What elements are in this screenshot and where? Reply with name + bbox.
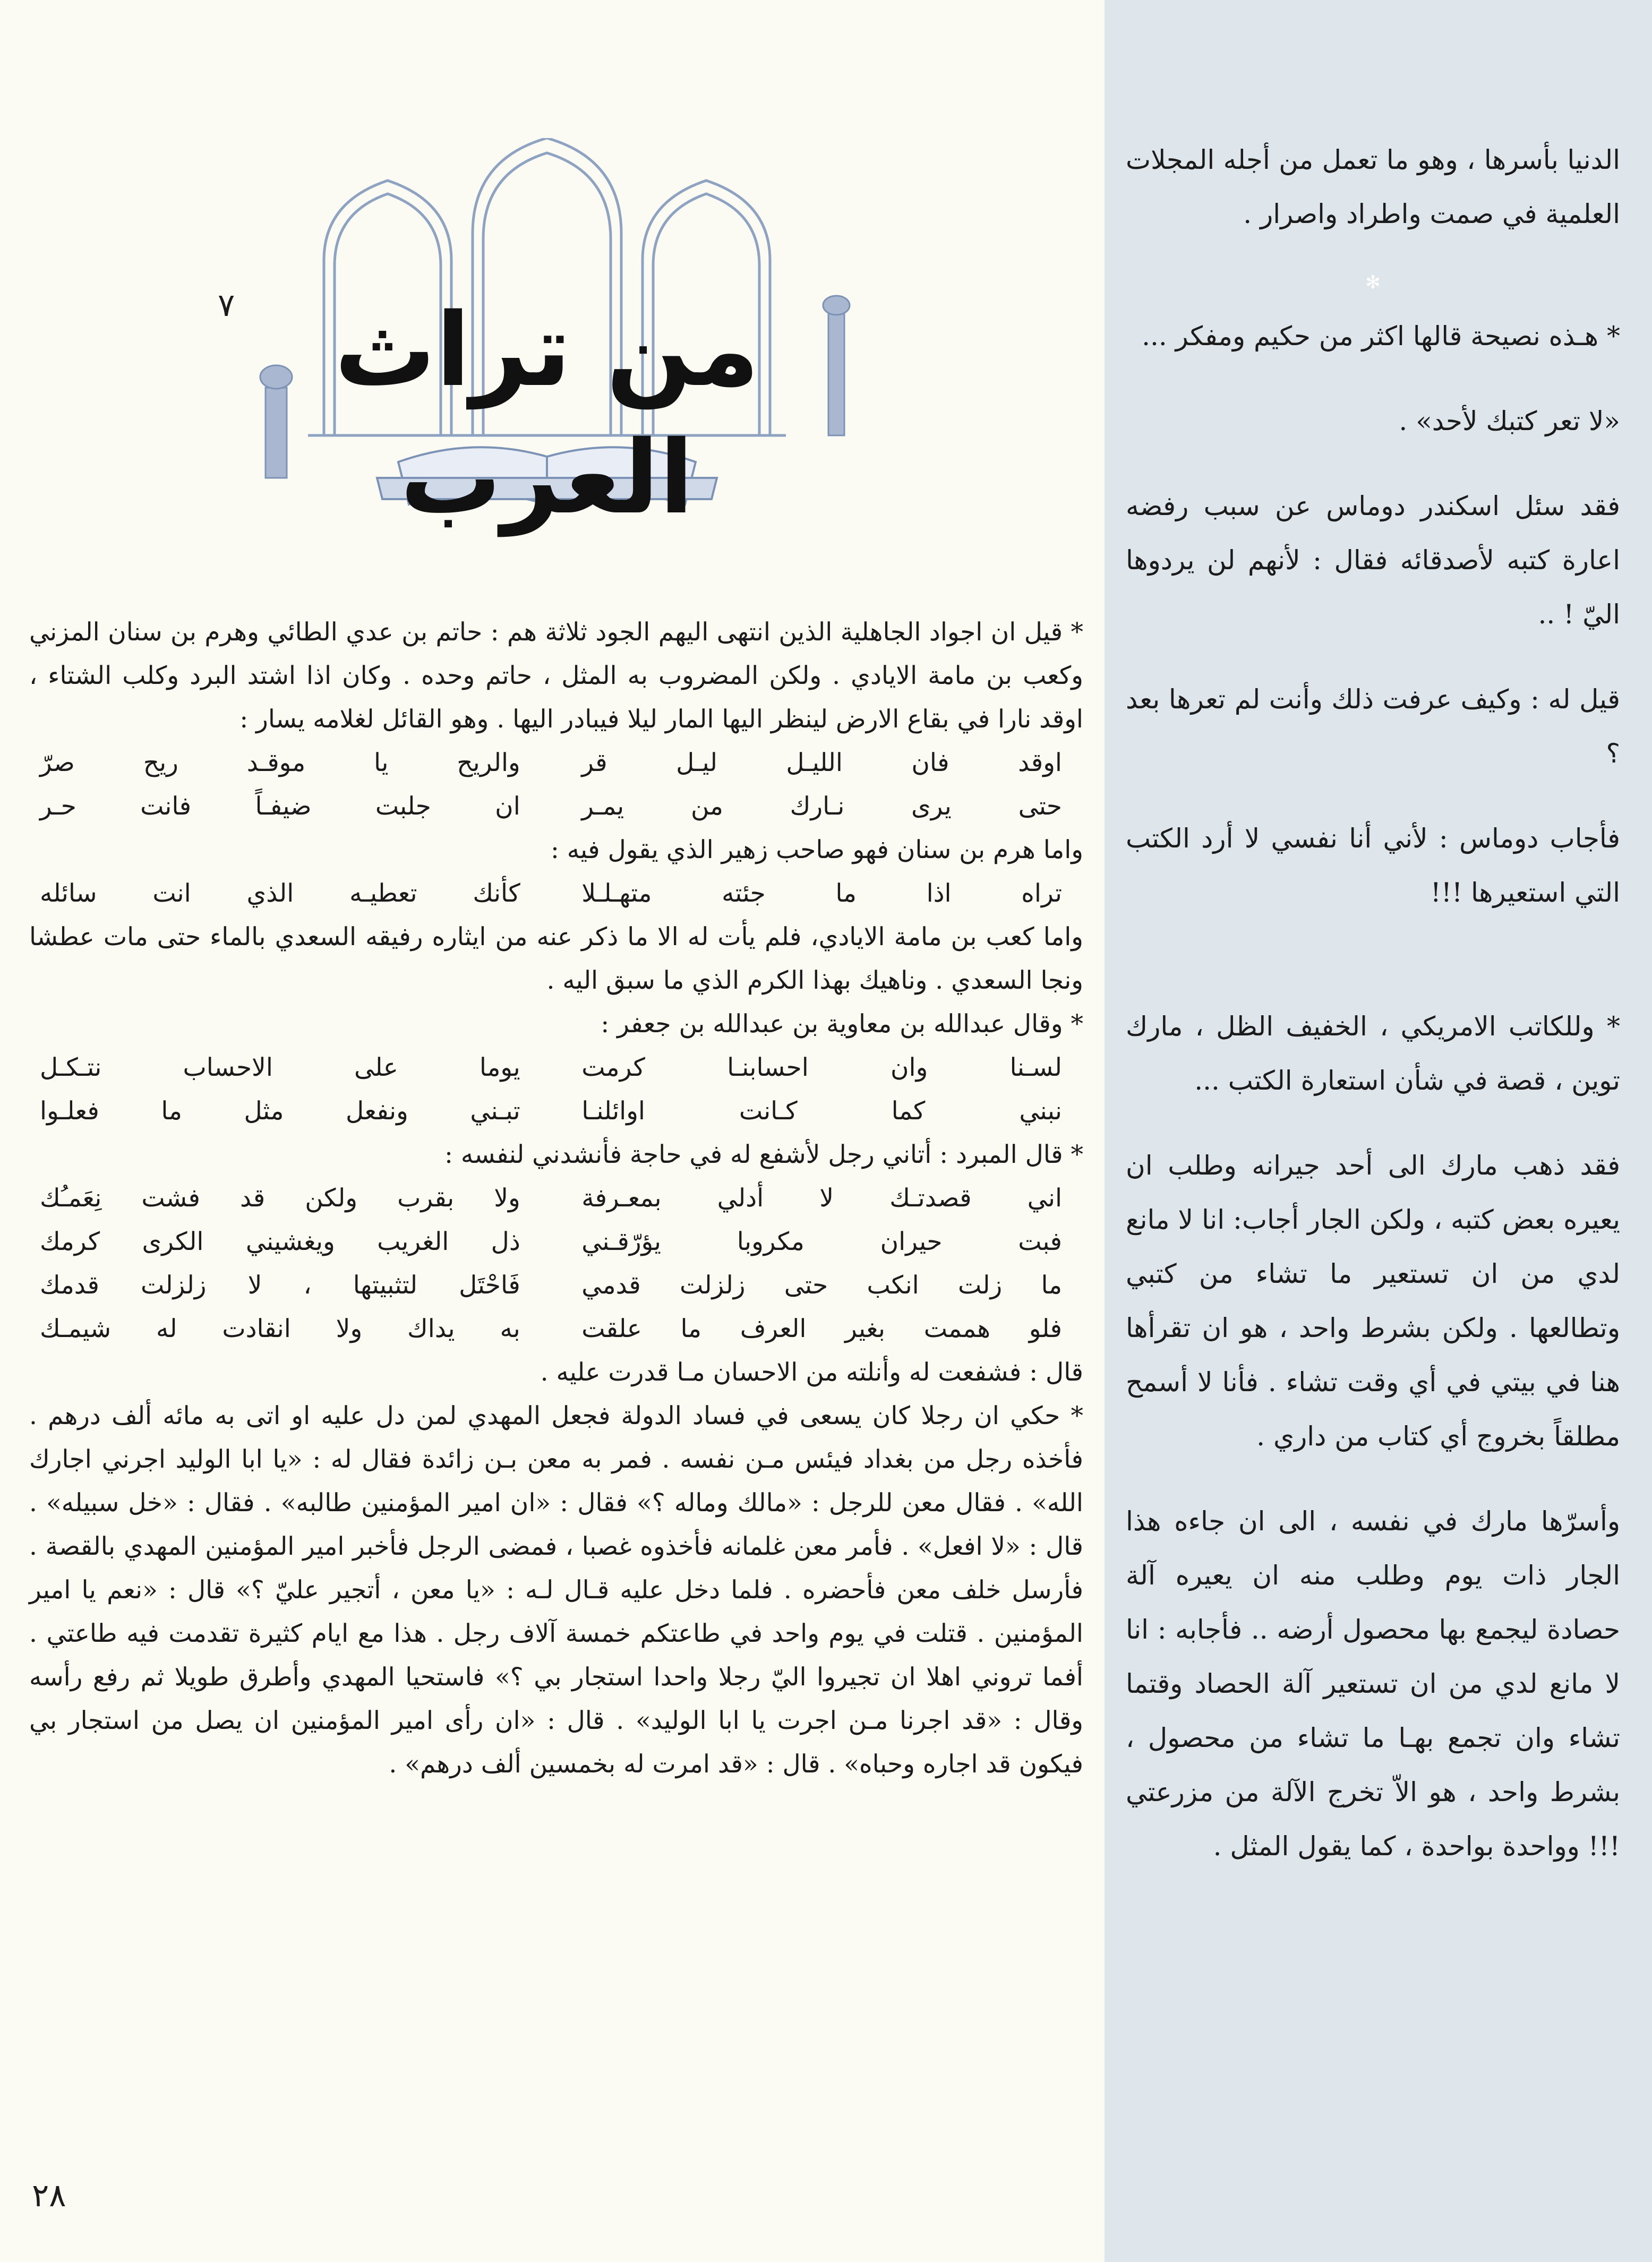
verse-line (29, 1264, 1083, 1307)
verse-line (29, 1177, 1083, 1220)
page-number: ٢٨ (32, 2177, 66, 2214)
verse-line (29, 1090, 1083, 1133)
verse-line (29, 785, 1083, 828)
article-paragraph: * قال المبرد : أتاني رجل لأشفع له في حاجة فأنشدني لنفسه : (444, 1140, 1083, 1169)
verse-first-hemistich: نبني كما كـانت اوائلنـا (581, 1096, 1062, 1126)
verse-first-hemistich: اوقد فان الليـل ليـل قر (581, 748, 1062, 777)
title-corner-mark: ٧ (218, 287, 235, 324)
verse-first-hemistich: اني قصدتـك لا أدلي بمعـرفة (581, 1184, 1062, 1213)
right-paragraph: * هـذه نصيحة قالها اكثر من حكيم ومفكر ... (1142, 321, 1620, 352)
verse-second-hemistich: والريح يا موقـد ريح صرّ (40, 748, 520, 777)
verse-first-hemistich: فبت حيران مكروبا يؤرّقـني (581, 1227, 1062, 1256)
article-paragraph: واما كعب بن مامة الايادي، فلم يأت له الا ما ذكر عنه من ايثاره رفيقه السعدي بالماء حتى مات عطشا ونجا السعدي . وناهيك بهذا الكرم الذي ما سبق اليه . (29, 922, 1083, 995)
verse-line (29, 872, 1083, 915)
verse-second-hemistich: تبـني ونفعل مثل ما فعلـوا (40, 1096, 520, 1126)
verse-line (29, 741, 1083, 785)
verse-first-hemistich: ما زلت انكب حتى زلزلت قدمي (581, 1271, 1062, 1300)
asterisk-ornament-icon: ✻ (1365, 272, 1381, 293)
page-title: من تراث العرب (334, 292, 760, 536)
right-paragraph: * وللكاتب الامريكي ، الخفيف الظل ، مارك توين ، قصة في شأن استعارة الكتب ... (1126, 1011, 1620, 1096)
verse-second-hemistich: ان جلبت ضيفـاً فانت حـر (40, 792, 520, 821)
article-paragraph: قال : فشفعت له وأنلته من الاحسان مـا قدرت عليه . (540, 1358, 1083, 1387)
verse-first-hemistich: تراه اذا ما جئته متهـلـلا (581, 879, 1062, 908)
verse-second-hemistich: كأنك تعطيـه الذي انت سائله (40, 879, 520, 908)
main-article (29, 611, 1083, 1786)
right-paragraph: فأجاب دوماس : لأني أنا نفسي لا أرد الكتب التي استعيرها !!! (1126, 823, 1620, 908)
verse-line (29, 1307, 1083, 1351)
right-column (1105, 0, 1652, 2262)
verse-second-hemistich: يوما على الاحساب نتـكـل (40, 1053, 520, 1082)
verse-line (29, 1220, 1083, 1264)
verse-second-hemistich: به يداك ولا انقادت له شيمـك (40, 1314, 520, 1343)
article-paragraph: واما هرم بن سنان فهو صاحب زهير الذي يقول فيه : (551, 835, 1083, 864)
right-paragraph: وأسرّها مارك في نفسه ، الى ان جاءه هذا الجار ذات يوم وطلب منه ان يعيره آلة حصادة ليجمع بها محصول أرضه .. فأجابه : انا لا مانع لدي من ان تستعير آلة الحصاد وقتما تشاء وان تجمع بهـا ما تشاء من محصول ، بشرط واحد ، هو الاّ تخرج الآلة من مزرعتي !!! وواحدة بواحدة ، كما يقول المثل . (1126, 1506, 1620, 1862)
right-paragraph: الدنيا بأسرها ، وهو ما تعمل من أجله المجلات العلمية في صمت واطراد واصرار . (1126, 144, 1620, 229)
verse-first-hemistich: فلو هممت بغير العرف ما علقت (581, 1314, 1062, 1343)
right-paragraph: فقد سئل اسكندر دوماس عن سبب رفضه اعارة كتبه لأصدقائه فقال : لأنهم لن يردوها اليّ ! .. (1126, 491, 1620, 630)
verse-line (29, 1046, 1083, 1090)
article-paragraph: * وقال عبدالله بن معاوية بن عبدالله بن جعفر : (601, 1009, 1083, 1039)
verse-first-hemistich: لسـنا وان احسابنـا كرمت (581, 1053, 1062, 1082)
right-paragraph: فقد ذهب مارك الى أحد جيرانه وطلب ان يعيره بعض كتبه ، ولكن الجار أجاب: انا لا مانع لدي من ان تستعير ما تشاء من كتبي وتطالعها . ولكن بشرط واحد ، هو ان تقرأها هنا في بيتي في أي وقت تشاء . فأنا لا أسمح مطلقاً بخروج أي كتاب من داري . (1126, 1150, 1620, 1452)
verse-second-hemistich: ذل الغريب ويغشيني الكرى كرمك (40, 1227, 520, 1256)
article-paragraph: * حكي ان رجلا كان يسعى في فساد الدولة فجعل المهدي لمن دل عليه او اتى به مائه ألف درهم . فأخذه رجل من بغداد فيئس مـن نفسه . فمر به معن بـن زائدة فقال له : «يا ابا الوليد اجرني اجارك الله» . فقال معن للرجل : «مالك وماله ؟» فقال : «ان امير المؤمنين طالبه» . فقال : «خل سبيله» . قال : «لا افعل» . فأمر معن غلمانه فأخذوه غصبا ، فمضى الرجل فأخبر امير المؤمنين المهدي بالقصة . فأرسل خلف معن فأحضره . فلما دخل عليه قـال لـه : «يا معن ، أتجير عليّ ؟» قال : «نعم يا امير المؤمنين . قتلت في يوم واحد في طاعتكم خمسة آلاف رجل . هذا مع ايام كثيرة تقدمت فيه طاعتي . أفما تروني اهلا ان تجيروا اليّ رجلا واحدا استجار بي ؟» فاستحيا المهدي وأطرق طويلا ثم رفع رأسه وقال : «قد اجرنا مـن اجرت يا ابا الوليد» . قال : «ان رأى امير المؤمنين ان يصل من استجار بي فيكون قد اجاره وحباه» . قال : «قد امرت له بخمسين ألف درهم» . (29, 1401, 1083, 1779)
right-paragraph: «لا تعر كتبك لأحد» . (1399, 406, 1620, 436)
verse-first-hemistich: حتى يرى نـارك من يمـر (581, 792, 1062, 821)
verse-second-hemistich: ولا بقرب ولكن قد فشت نِعَمـُك (40, 1184, 520, 1213)
verse-second-hemistich: فَاحْتَل لتثبيتها ، لا زلزلت قدمك (40, 1271, 520, 1300)
right-paragraph: قيل له : وكيف عرفت ذلك وأنت لم تعرها بعد ؟ (1126, 684, 1620, 769)
article-paragraph: * قيل ان اجواد الجاهلية الذين انتهى اليهم الجود ثلاثة هم : حاتم بن عدي الطائي وهرم بن سنان المزني وكعب بن مامة الايادي . ولكن المضروب به المثل ، حاتم وحده . وكان اذا اشتد البرد وكلب الشتاء ، اوقد نارا في بقاع الارض لينظر اليها المار ليلا فيبادر اليها . وهو القائل لغلامه يسار : (29, 618, 1083, 734)
